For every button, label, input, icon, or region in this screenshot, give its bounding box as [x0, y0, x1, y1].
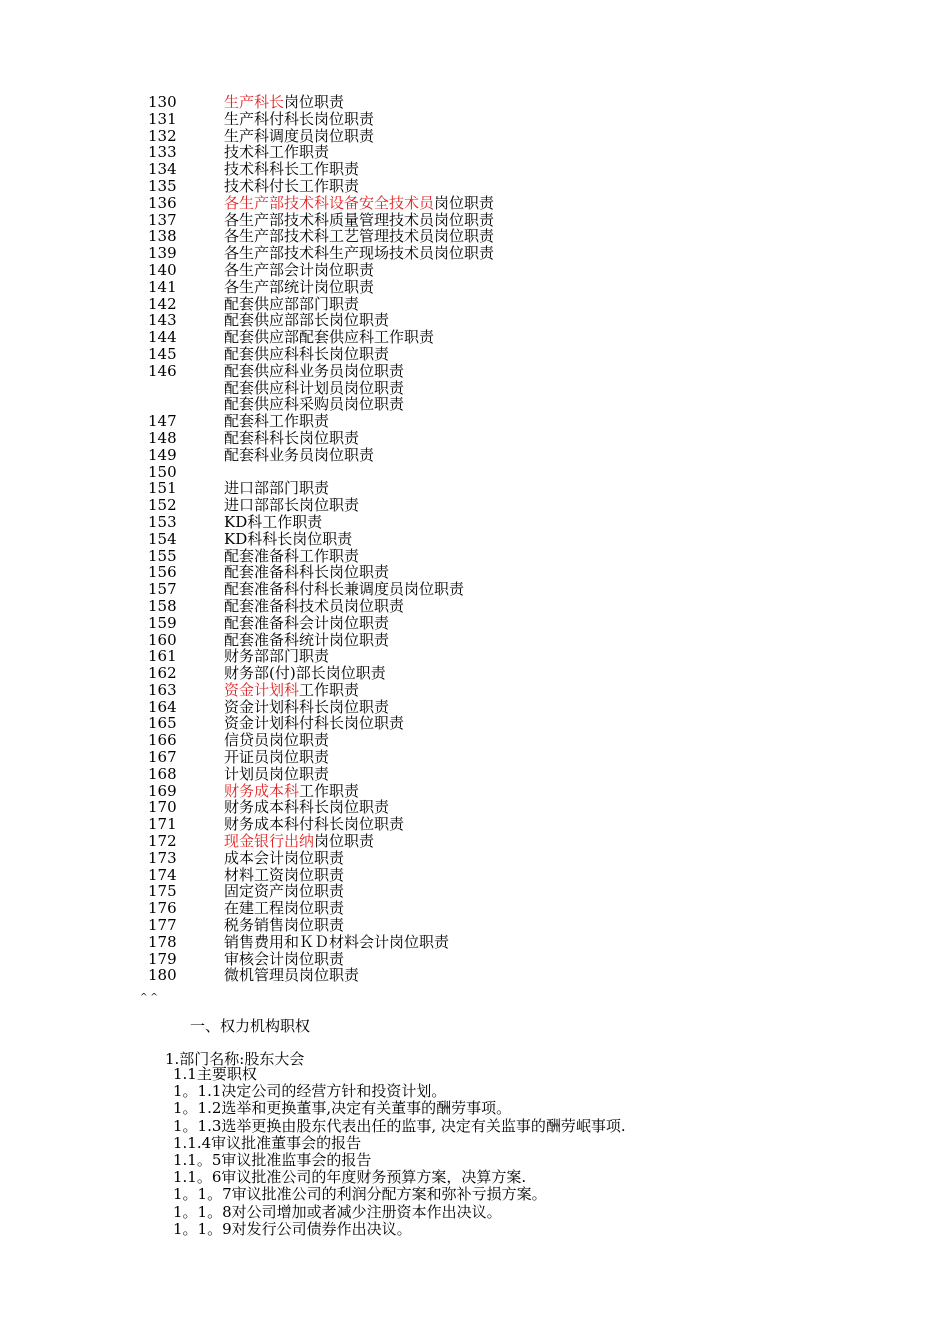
toc-title-highlight: 各生产部技术科设备安全技术员 — [224, 193, 435, 212]
toc-title-text: 技术科科长工作职责 — [224, 160, 360, 179]
toc-title — [224, 564, 389, 581]
toc-title-text: 配套供应部部门职责 — [224, 294, 360, 313]
toc-title — [224, 682, 359, 699]
toc-number: 150 — [148, 462, 177, 481]
toc-title — [224, 665, 386, 682]
toc-title — [224, 632, 389, 649]
toc-number: 178 — [148, 932, 177, 951]
toc-title — [224, 799, 389, 816]
toc-title-text: 各生产部统计岗位职责 — [224, 277, 375, 296]
toc-title — [224, 144, 329, 161]
toc-number: 132 — [148, 126, 177, 145]
toc-title — [224, 447, 374, 464]
toc-title — [224, 212, 494, 229]
department-name-line: 1.部门名称:股东大会 — [165, 1050, 305, 1068]
toc-number: 141 — [148, 277, 177, 296]
toc-title-text: 配套准备科科长岗位职责 — [224, 563, 390, 582]
toc-title-text: 配套准备科会计岗位职责 — [224, 613, 390, 632]
toc-title-text: 配套科科长岗位职责 — [224, 428, 360, 447]
toc-title-text: 配套供应科计划员岗位职责 — [224, 378, 405, 397]
toc-title-text: 销售费用和ＫＤ材料会计岗位职责 — [224, 932, 450, 951]
toc-number: 154 — [148, 529, 177, 548]
toc-title — [224, 94, 344, 111]
toc-title-text: 岗位职责 — [284, 93, 345, 111]
toc-title — [224, 514, 322, 531]
toc-title — [224, 648, 329, 665]
toc-number: 146 — [148, 361, 177, 380]
toc-number: 173 — [148, 848, 177, 867]
toc-title-text: 信贷员岗位职责 — [224, 731, 330, 750]
toc-title — [224, 480, 329, 497]
toc-number: 172 — [148, 832, 177, 851]
duty-line: 1。1.2选举和更换董事,决定有关董事的酬劳事项。 — [173, 1099, 512, 1118]
toc-number: 142 — [148, 294, 177, 313]
toc-title-text: 配套供应科科长岗位职责 — [224, 344, 390, 363]
toc-number: 162 — [148, 664, 177, 683]
toc-title-text: 配套准备科技术员岗位职责 — [224, 596, 405, 615]
toc-number: 136 — [148, 193, 177, 212]
toc-number: 153 — [148, 512, 177, 531]
toc-title — [224, 548, 359, 565]
toc-title — [224, 732, 329, 749]
toc-title-text: 各生产部技术科质量管理技术员岗位职责 — [224, 210, 495, 229]
toc-number: 152 — [148, 496, 177, 515]
toc-title — [224, 934, 449, 951]
toc-title-text: 材料工资岗位职责 — [224, 865, 345, 884]
toc-title-highlight: 生产科长 — [224, 93, 285, 111]
toc-title-text: 工作职责 — [299, 781, 360, 800]
toc-number: 163 — [148, 680, 177, 699]
duty-line: 1.1。6审议批准公司的年度财务预算方案，决算方案. — [173, 1168, 527, 1187]
toc-title — [224, 128, 374, 145]
toc-title-text: 税务销售岗位职责 — [224, 916, 345, 935]
toc-title-text: 配套准备科工作职责 — [224, 546, 360, 565]
toc-title — [224, 850, 344, 867]
toc-title-text: 生产科付科长岗位职责 — [224, 109, 375, 128]
toc-number: 164 — [148, 697, 177, 716]
toc-title-text: 岗位职责 — [314, 832, 375, 851]
toc-title — [224, 531, 352, 548]
toc-title — [224, 598, 404, 615]
toc-title-text: 在建工程岗位职责 — [224, 899, 345, 918]
duty-line: 1。1。9对发行公司债券作出决议。 — [173, 1219, 412, 1238]
toc-title — [224, 312, 389, 329]
toc-number: 131 — [148, 109, 177, 128]
toc-title-text: 工作职责 — [299, 680, 360, 699]
toc-number: 177 — [148, 916, 177, 935]
toc-number: 157 — [148, 580, 177, 599]
toc-number: 147 — [148, 412, 177, 431]
toc-title — [224, 296, 359, 313]
toc-title — [224, 615, 389, 632]
toc-title-text: 配套供应科采购员岗位职责 — [224, 395, 405, 414]
toc-number: 165 — [148, 714, 177, 733]
toc-title — [224, 749, 329, 766]
toc-number: 144 — [148, 328, 177, 347]
toc-title — [224, 816, 404, 833]
toc-number: 171 — [148, 815, 177, 834]
toc-title — [224, 329, 434, 346]
toc-number: 168 — [148, 764, 177, 783]
toc-title-text: 开证员岗位职责 — [224, 748, 330, 767]
toc-number: 180 — [148, 966, 177, 985]
toc-title-highlight: 资金计划科 — [224, 680, 300, 699]
toc-title — [224, 917, 344, 934]
toc-title-text: 进口部部长岗位职责 — [224, 496, 360, 515]
toc-title — [224, 262, 374, 279]
toc-title-text: 各生产部技术科工艺管理技术员岗位职责 — [224, 227, 495, 246]
toc-number: 174 — [148, 865, 177, 884]
duty-lines — [173, 1066, 626, 1238]
toc-title — [224, 363, 404, 380]
toc-number: 139 — [148, 244, 177, 263]
toc-title — [224, 245, 494, 262]
toc-number: 148 — [148, 428, 177, 447]
toc-title-text: 各生产部技术科生产现场技术员岗位职责 — [224, 244, 495, 263]
toc-title-text: 资金计划科科长岗位职责 — [224, 697, 390, 716]
toc-title-text: KD科工作职责 — [224, 512, 323, 531]
toc-title-text: 固定资产岗位职责 — [224, 882, 345, 901]
toc-title — [224, 346, 389, 363]
toc-title-text: 配套供应科业务员岗位职责 — [224, 361, 405, 380]
page-separator: ^ ^ — [140, 993, 158, 1003]
toc-number: 156 — [148, 563, 177, 582]
toc-number: 176 — [148, 899, 177, 918]
duty-line: 1。1.1决定公司的经营方针和投资计划。 — [173, 1082, 447, 1101]
toc-number: 169 — [148, 781, 177, 800]
toc-number: 130 — [148, 93, 177, 111]
section-heading: 一、权力机构职权 — [190, 1017, 311, 1035]
toc-title-text: 技术科工作职责 — [224, 143, 330, 162]
toc-number: 170 — [148, 798, 177, 817]
toc-title — [224, 228, 494, 245]
duty-line: 1.1。5审议批准监事会的报告 — [173, 1150, 372, 1169]
toc-number: 179 — [148, 949, 177, 968]
toc-title-text: 进口部部门职责 — [224, 479, 330, 498]
toc-title — [224, 900, 344, 917]
toc-title — [224, 783, 359, 800]
toc-title — [224, 833, 374, 850]
toc-title — [224, 967, 359, 984]
toc-number: 175 — [148, 882, 177, 901]
duty-line: 1。1。8对公司增加或者减少注册资本作出决议。 — [173, 1202, 502, 1221]
toc-title — [224, 766, 329, 783]
toc-number: 151 — [148, 479, 177, 498]
toc-title-text: 微机管理员岗位职责 — [224, 966, 360, 985]
toc-title-highlight: 财务成本科 — [224, 781, 300, 800]
toc-title — [224, 867, 344, 884]
toc-number: 140 — [148, 260, 177, 279]
toc-number: 159 — [148, 613, 177, 632]
toc-title-text: 财务成本科科长岗位职责 — [224, 798, 390, 817]
toc-number: 158 — [148, 596, 177, 615]
toc-title — [224, 715, 404, 732]
toc-number: 138 — [148, 227, 177, 246]
toc-number: 167 — [148, 748, 177, 767]
toc-title — [224, 951, 344, 968]
duty-line: 1.1.4审议批准董事会的报告 — [173, 1133, 362, 1152]
toc-title — [224, 883, 344, 900]
toc-title — [224, 111, 374, 128]
toc-title-text: 各生产部会计岗位职责 — [224, 260, 375, 279]
toc-title — [224, 581, 464, 598]
toc-title — [224, 699, 389, 716]
toc-title-text: 财务部(付)部长岗位职责 — [224, 664, 386, 683]
duty-line: 1.1主要职权 — [173, 1065, 257, 1083]
toc-title — [224, 396, 404, 413]
toc-title-text: 审核会计岗位职责 — [224, 949, 345, 968]
toc-title — [224, 195, 494, 212]
toc-title — [224, 178, 359, 195]
toc-title — [224, 497, 359, 514]
toc-number: 135 — [148, 176, 177, 195]
toc-title-text: 资金计划科付科长岗位职责 — [224, 714, 405, 733]
toc-title — [224, 380, 404, 397]
toc-title-text: 财务部部门职责 — [224, 647, 330, 666]
toc-number: 137 — [148, 210, 177, 229]
toc-title-text: 技术科付长工作职责 — [224, 176, 360, 195]
toc-number: 134 — [148, 160, 177, 179]
toc-title-text: 财务成本科付科长岗位职责 — [224, 815, 405, 834]
toc-title — [224, 279, 374, 296]
toc-title-highlight: 现金银行出纳 — [224, 832, 315, 851]
toc-number: 143 — [148, 311, 177, 330]
toc-number: 161 — [148, 647, 177, 666]
duty-line: 1。1.3选举更换由股东代表出任的监事, 决定有关监事的酬劳岷事项. — [173, 1116, 626, 1135]
duty-line: 1。1。7审议批准公司的利润分配方案和弥补亏损方案。 — [173, 1185, 547, 1204]
toc-title — [224, 161, 359, 178]
toc-title — [224, 413, 329, 430]
toc-title-text: 计划员岗位职责 — [224, 764, 330, 783]
toc-number: 145 — [148, 344, 177, 363]
toc-number: 133 — [148, 143, 177, 162]
toc-title-text: 配套科业务员岗位职责 — [224, 445, 375, 464]
toc-title-text: 配套准备科付科长兼调度员岗位职责 — [224, 580, 465, 599]
toc-title-text: 配套科工作职责 — [224, 412, 330, 431]
toc-title-text: 成本会计岗位职责 — [224, 848, 345, 867]
toc-title-text: KD科科长岗位职责 — [224, 529, 353, 548]
toc-number: 149 — [148, 445, 177, 464]
toc-title-text: 生产科调度员岗位职责 — [224, 126, 375, 145]
toc-title — [224, 430, 359, 447]
toc-number: 160 — [148, 630, 177, 649]
toc-title-text: 配套供应部配套供应科工作职责 — [224, 328, 435, 347]
toc-number: 155 — [148, 546, 177, 565]
toc-number: 166 — [148, 731, 177, 750]
toc-title-text: 配套供应部部长岗位职责 — [224, 311, 390, 330]
toc-title-text: 岗位职责 — [434, 193, 495, 212]
toc-title-text: 配套准备科统计岗位职责 — [224, 630, 390, 649]
